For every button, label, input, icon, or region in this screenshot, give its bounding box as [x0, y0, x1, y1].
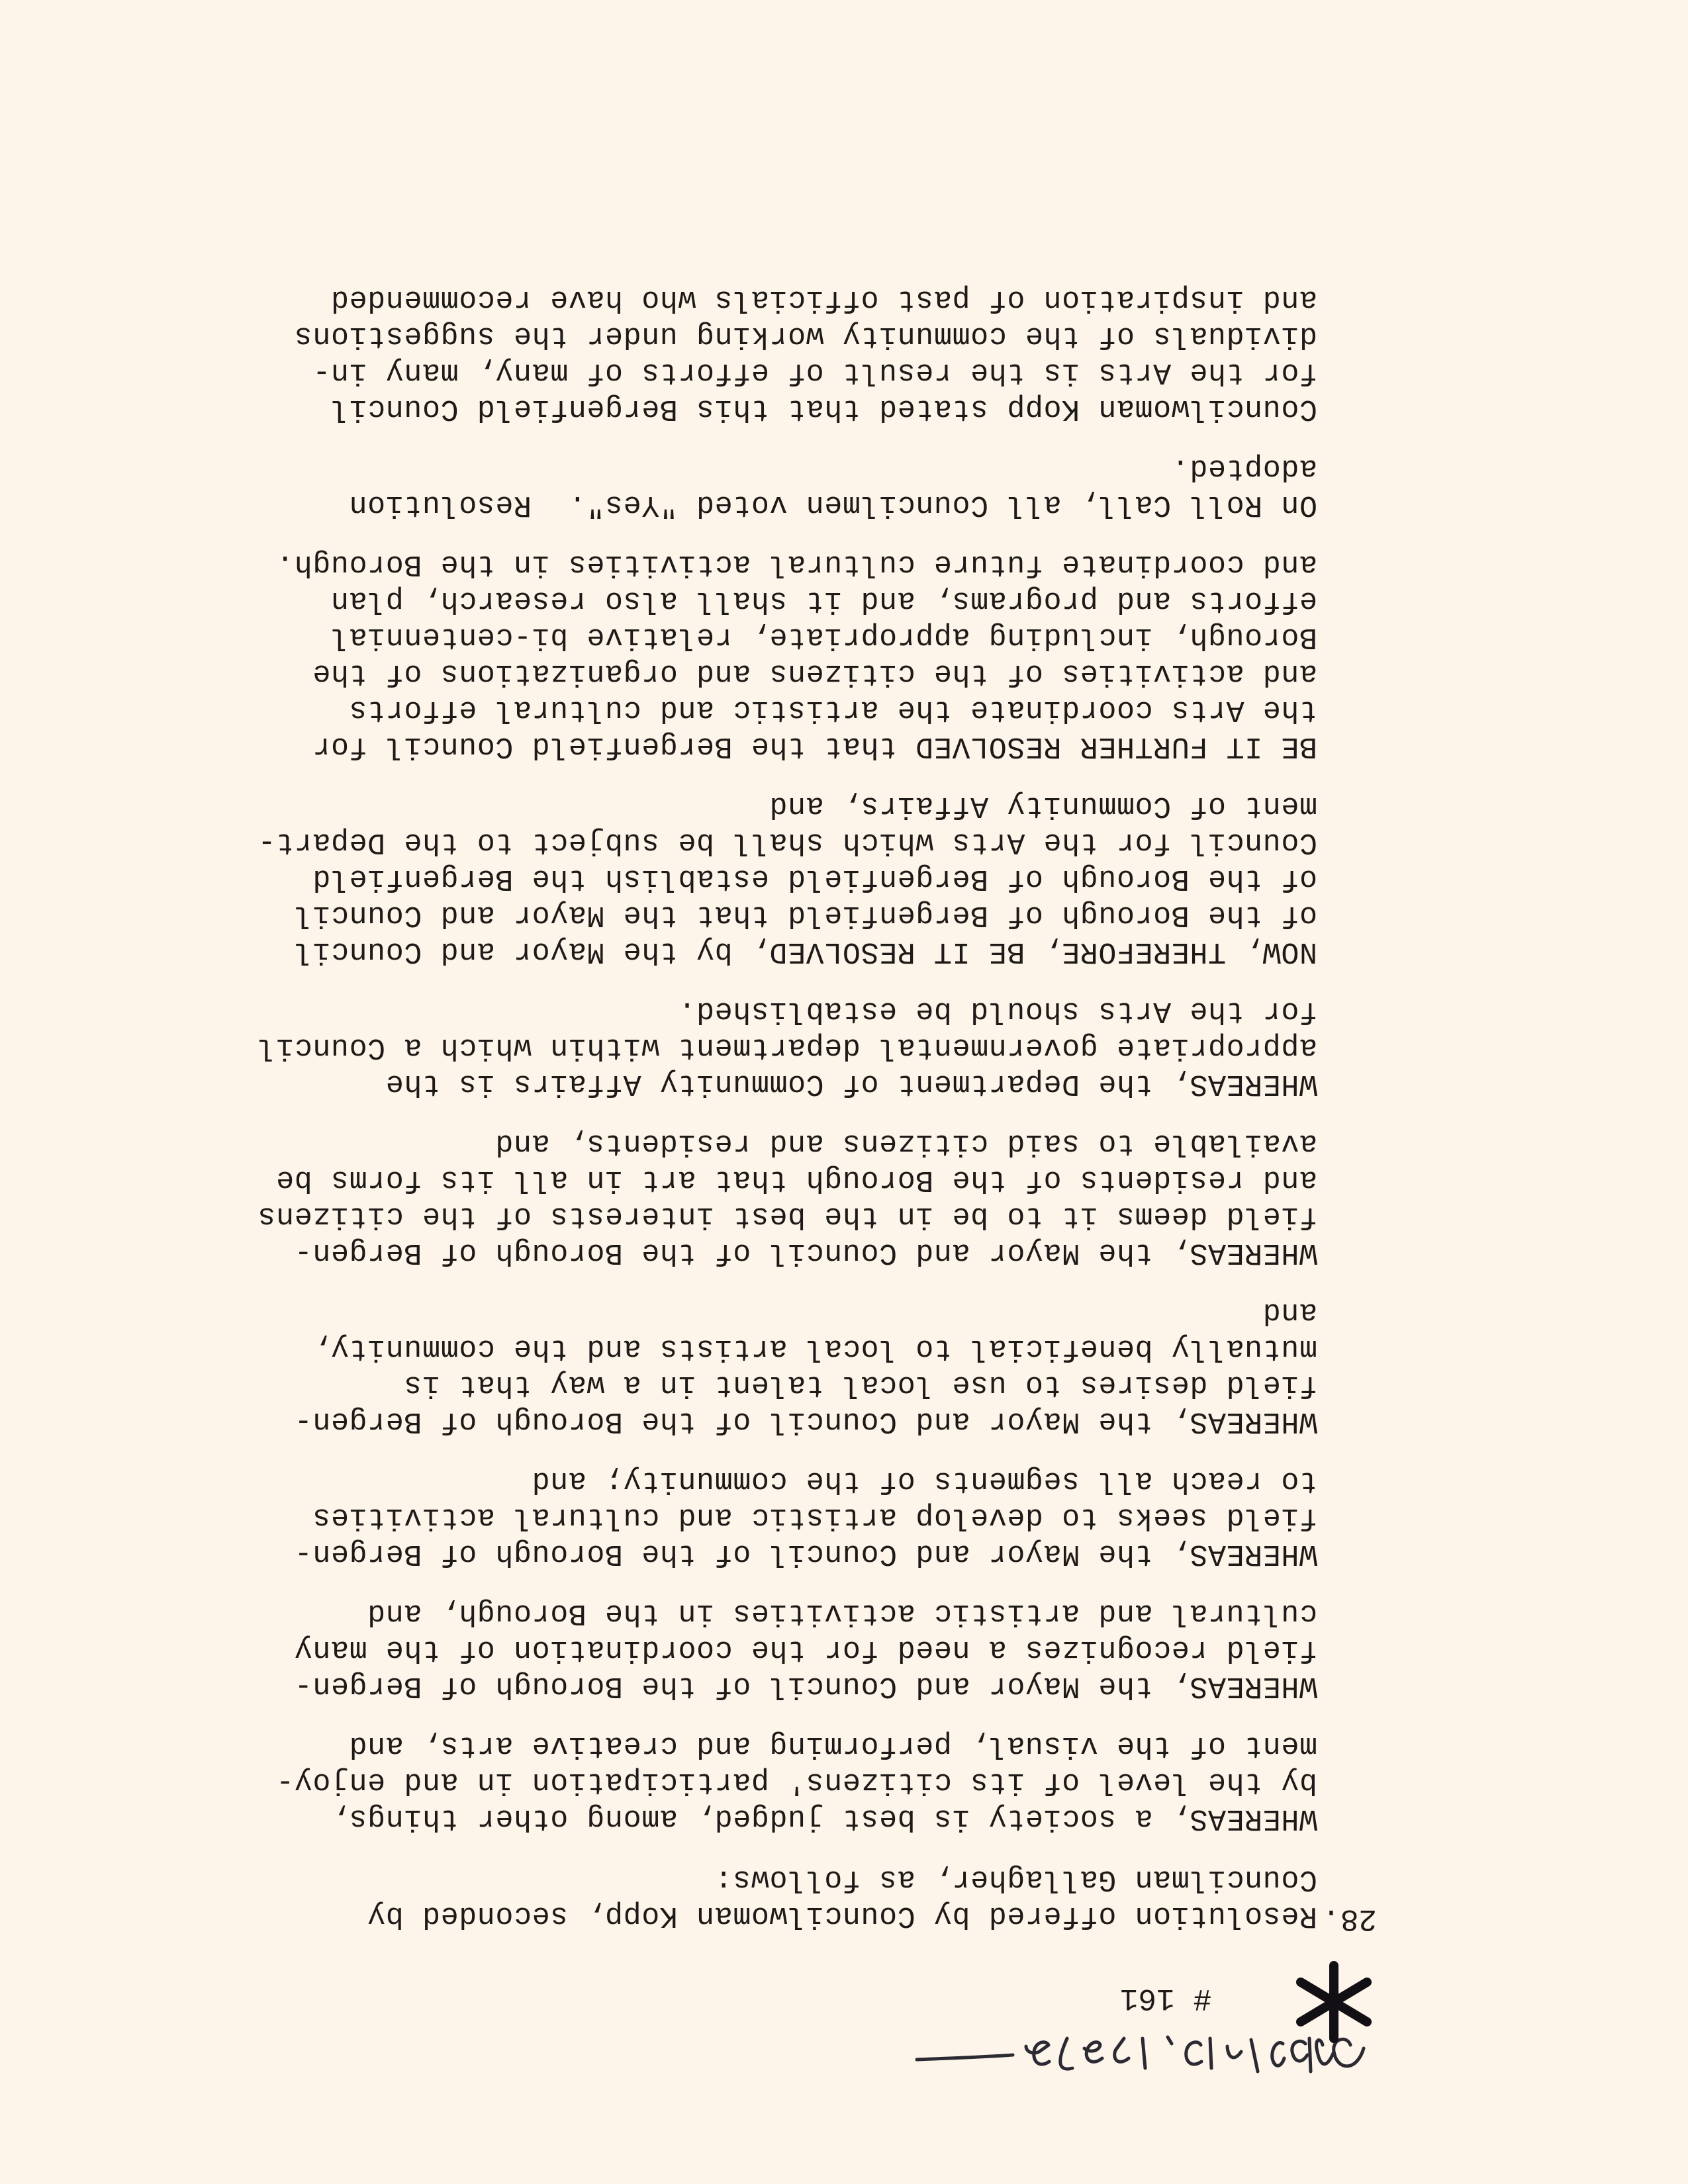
text-line: the Arts coordinate the artistic and cultural efforts — [348, 693, 1317, 727]
text-line: to reach all segments of the community; and — [532, 1464, 1317, 1498]
text-line: field seeks to develop artistic and cultural activities — [312, 1500, 1317, 1534]
text-line: Councilwoman Kopp stated that this Bergenfield Council — [330, 392, 1317, 426]
text-line: and inspiration of past officials who have recommended — [330, 283, 1317, 316]
text-line: NOW, THEREFORE, BE IT RESOLVED, by the Mayor and Council — [294, 934, 1317, 968]
text-line: mutually beneficial to local artists and the community, — [312, 1332, 1317, 1365]
text-line: ment of Community Affairs, and — [769, 789, 1317, 823]
item-number: 28. — [1322, 1901, 1377, 1936]
text-line: Council for the Arts which shall be subject to the Depart- — [257, 825, 1317, 859]
text-line: and coordinate future cultural activities in the Borough. — [275, 547, 1317, 581]
text-line: On Roll Call, all Councilmen voted "Yes". Resolution — [348, 488, 1317, 522]
text-line: Councilman Gallagher, as follows: — [714, 1862, 1317, 1896]
asterisk-mark — [1291, 1959, 1377, 2045]
text-line: WHEREAS, the Mayor and Council of the Borough of Bergen- — [294, 1537, 1317, 1570]
text-line: WHEREAS, the Mayor and Council of the Borough of Bergen- — [294, 1236, 1317, 1269]
text-line: for the Arts should be established. — [677, 994, 1317, 1028]
text-line: of the Borough of Bergenfield establish the Bergenfield — [312, 862, 1317, 895]
resolution-number: # 161 — [1119, 1981, 1211, 2015]
text-line: WHEREAS, the Mayor and Council of the Borough of Bergen- — [294, 1404, 1317, 1438]
text-line: adopted. — [1171, 451, 1317, 485]
text-line: dividuals of the community working under the suggestions — [294, 319, 1317, 353]
text-line: BE IT FURTHER RESOLVED that the Bergenfield Council for — [312, 729, 1317, 763]
text-line: by the level of its citizens' participation in and enjoy- — [275, 1765, 1317, 1799]
text-line: cultural and artistic activities in the Borough, and — [367, 1596, 1317, 1630]
text-line: field recognizes a need for the coordination of the many — [294, 1633, 1317, 1666]
text-line: appropriate governmental department within which a Council — [257, 1030, 1317, 1064]
text-line: ment of the visual, performing and creative arts, and — [348, 1729, 1317, 1762]
text-line: of the Borough of Bergenfield that the Mayor and Council — [294, 898, 1317, 932]
text-line: available to said citizens and residents, and — [494, 1126, 1317, 1160]
text-line: efforts and programs, and it shall also research, plan — [330, 584, 1317, 617]
text-line: WHEREAS, the Mayor and Council of the Borough of Bergen- — [294, 1669, 1317, 1703]
text-line: field desires to use local talent in a way that is — [403, 1368, 1317, 1402]
text-line: Resolution offered by Councilwoman Kopp, seconded by — [367, 1899, 1317, 1933]
text-line: and residents of the Borough that art in all its forms be — [275, 1163, 1317, 1197]
text-line: and activities of the citizens and organizations of the — [312, 657, 1317, 690]
text-line: field deems it to be in the best interests of the citizens — [257, 1199, 1317, 1233]
text-line: WHEREAS, the Department of Community Affairs is the — [385, 1067, 1317, 1101]
text-line: and — [1262, 1295, 1317, 1329]
text-line: Borough, including appropriate, relative bi-centennial — [330, 620, 1317, 654]
text-line: for the Arts is the result of efforts of many, many in- — [312, 355, 1317, 389]
text-line: WHEREAS, a society is best judged, among other things, — [330, 1801, 1317, 1835]
